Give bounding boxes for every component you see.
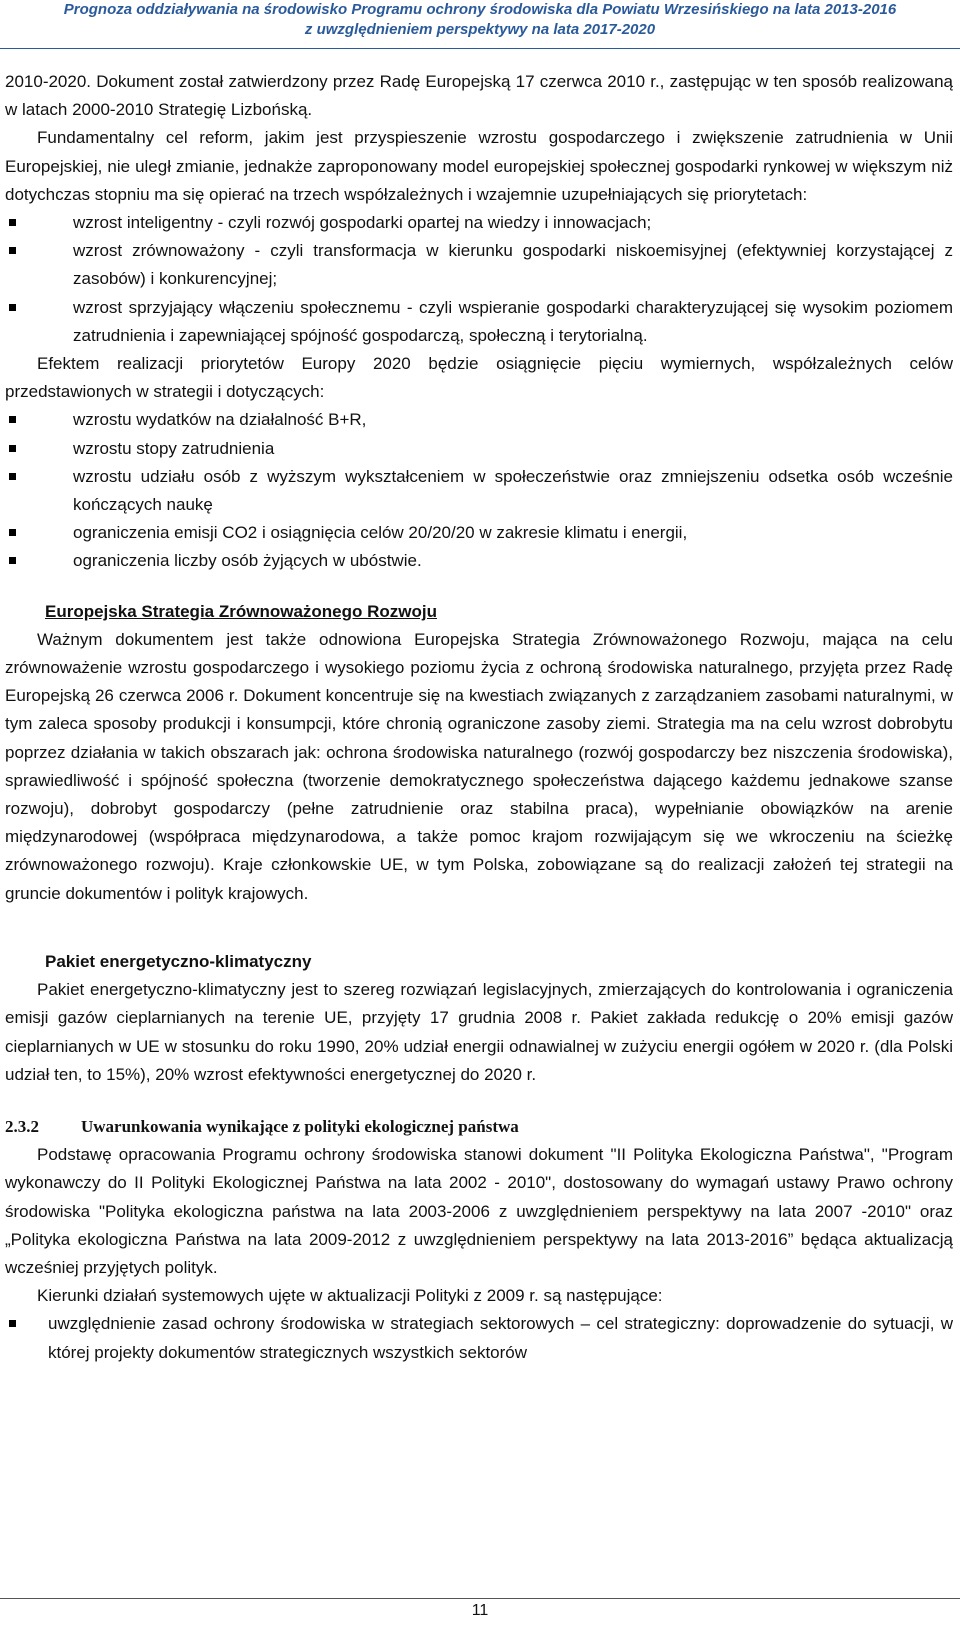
page-header — [0, 0, 960, 44]
list-item: wzrost inteligentny - czyli rozwój gospodarki opartej na wiedzy i innowacjach; — [73, 209, 953, 237]
list-item: wzrostu wydatków na działalność B+R, — [73, 406, 953, 434]
document-body — [5, 68, 953, 1367]
list-item: ograniczenia liczby osób żyjących w ubóstwie. — [73, 547, 953, 575]
energy-paragraph: Pakiet energetyczno-klimatyczny jest to szereg rozwiązań legislacyjnych, zmierzających do kontrolowania i ograniczenia emisji gazów cieplarnianych na terenie UE, przyjęty 17 grudnia 2008 r. Pakiet zakłada redukcję o 20% emisji gazów cieplarnianych w UE w stosunku do roku 1990, 20% udział energii odnawialnej w zużyciu energii ogółem w 2020 r. (dla Polski udział ten, to 15%), 20% wzrost efektywności energetycznej do 2020 r. — [5, 980, 953, 1084]
header-line-1: Prognoza oddziaływania na środowisko Programu ochrony środowiska dla Powiatu Wrzesińskiego na lata 2013-2016 — [63, 1, 897, 18]
intro-paragraph-2: Fundamentalny cel reform, jakim jest przyspieszenie wzrostu gospodarczego i zwiększenie zatrudnienia w Unii Europejskiej, nie uległ zmianie, jednakże zaproponowany model europejskiej społecznej gospodarki rynkowej w większym niż dotychczas stopniu ma się opierać na trzech współzależnych i wzajemnie uzupełniających się priorytetach: — [5, 128, 953, 204]
section-title: Uwarunkowania wynikające z polityki ekologicznej państwa — [81, 1116, 519, 1136]
intro-paragraph-3: Efektem realizacji priorytetów Europy 2020 będzie osiągnięcie pięciu wymiernych, współzależnych celów przedstawionych w strategii i dotyczących: — [5, 354, 953, 402]
page-number: 11 — [471, 1602, 489, 1619]
list-item: uwzględnienie zasad ochrony środowiska w strategiach sektorowych – cel strategiczny: doprowadzenie do sytuacji, w której projekty dokumentów strategicznych wszystkich sektorów — [48, 1310, 953, 1366]
footer-divider — [0, 1598, 960, 1599]
header-divider — [0, 48, 960, 49]
policy-paragraph-2: Kierunki działań systemowych ujęte w aktualizacji Polityki z 2009 r. są następujące: — [37, 1286, 663, 1306]
policy-directions-list — [5, 1310, 953, 1366]
list-item: ograniczenia emisji CO2 i osiągnięcia celów 20/20/20 w zakresie klimatu i energii, — [73, 519, 953, 547]
sustainable-paragraph: Ważnym dokumentem jest także odnowiona Europejska Strategia Zrównoważonego Rozwoju, mająca na celu zrównoważenie wzrostu gospodarczego i wysokiego poziomu życia z ochroną środowiska naturalnego, przyjęta przez Radę Europejską 26 czerwca 2006 r. Dokument koncentruje się na kwestiach związanych z zarządzaniem zasobami naturalnymi, w tym zaleca sposoby produkcji i konsumpcji, które chronią ograniczone zasoby ziemi. Strategia ma na celu wzrost dobrobytu poprzez działania w takich obszarach jak: ochrona środowiska naturalnego (rozwój gospodarczy bez niszczenia środowiska), sprawiedliwość i spójność społeczna (tworzenie demokratycznego społeczeństwa dającego każdemu jednakowe szanse rozwoju), dobrobyt gospodarczy (pełne zatrudnienie oraz stabilna praca), wypełnianie obowiązków na arenie międzynarodowej (współpraca międzynarodowa, a także pomoc krajom rozwijającym się we wkroczeniu na ścieżkę zrównoważonego rozwoju). Kraje członkowskie UE, w tym Polska, zobowiązane są do realizacji założeń tej strategii na gruncie dokumentów i polityk krajowych. — [5, 629, 953, 903]
header-line-2: z uwzględnieniem perspektywy na lata 2017-2020 — [304, 21, 656, 38]
priorities-list — [5, 209, 953, 350]
section-number: 2.3.2 — [5, 1116, 39, 1136]
list-item: wzrostu udziału osób z wyższym wykształceniem w społeczeństwie oraz zmniejszeniu odsetka osób wcześnie kończących naukę — [73, 463, 953, 519]
list-item: wzrostu stopy zatrudnienia — [73, 435, 953, 463]
list-item: wzrost sprzyjający włączeniu społecznemu - czyli wspieranie gospodarki charakteryzującej się wysokim poziomem zatrudnienia i zapewniającej spójność gospodarczą, społeczną i terytorialną. — [73, 294, 953, 350]
list-item: wzrost zrównoważony - czyli transformacja w kierunku gospodarki niskoemisyjnej (efektywniej korzystającej z zasobów) i konkurencyjnej; — [73, 237, 953, 293]
section-heading-sustainable: Europejska Strategia Zrównoważonego Rozwoju — [45, 601, 437, 621]
goals-list — [5, 406, 953, 575]
section-heading-2-3-2 — [5, 1113, 953, 1141]
section-heading-energy: Pakiet energetyczno-klimatyczny — [45, 951, 312, 971]
intro-paragraph-1: 2010-2020. Dokument został zatwierdzony przez Radę Europejską 17 czerwca 2010 r., zastępując w ten sposób realizowaną w latach 2000-2010 Strategię Lizbońską. — [5, 72, 953, 120]
policy-paragraph-1: Podstawę opracowania Programu ochrony środowiska stanowi dokument "II Polityka Ekologiczna Państwa", "Program wykonawczy do II Polityki Ekologicznej Państwa na lata 2002 - 2010", dostosowany do wymagań ustawy Prawo ochrony środowiska "Polityka ekologiczna państwa na lata 2003-2006 z uwzględnieniem perspektywy na lata 2007 -2010" oraz „Polityka ekologiczna Państwa na lata 2009-2012 z uwzględnieniem perspektywy na lata 2013-2016” będąca aktualizacją wcześniej przyjętych polityk. — [5, 1145, 953, 1277]
